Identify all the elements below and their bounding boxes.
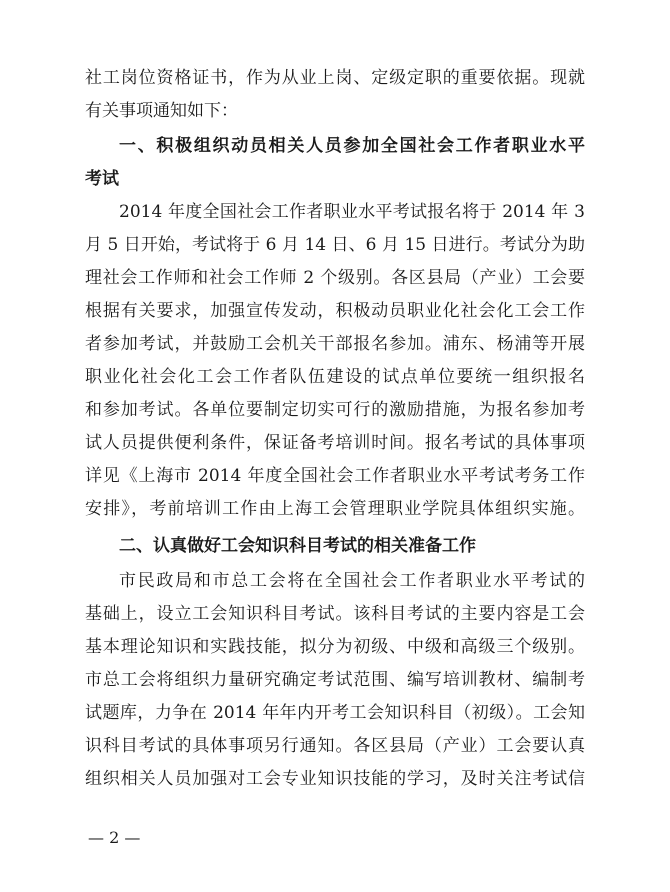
section-heading-2: 二、认真做好工会知识科目考试的相关准备工作 [119,536,476,556]
body-text-line: 根据有关要求，加强宣传发动，积极动员职业化社会化工会工作 [85,301,585,321]
body-text-line: 试人员提供便利条件，保证备考培训时间。报名考试的具体事项 [85,433,585,453]
section-heading-1-continued: 考试 [85,169,119,189]
body-text-line: 者参加考试，并鼓励工会机关干部报名参加。浦东、杨浦等开展 [85,334,585,354]
body-text-line: 组织相关人员加强对工会专业知识技能的学习，及时关注考试信 [85,769,585,789]
body-text-line: 职业化社会化工会工作者队伍建设的试点单位要统一组织报名 [85,367,585,387]
body-text-line: 市民政局和市总工会将在全国社会工作者职业水平考试的 [119,571,585,591]
body-text-line: 和参加考试。各单位要制定切实可行的激励措施，为报名参加考 [85,400,585,420]
body-text-line: 识科目考试的具体事项另行通知。各区县局（产业）工会要认真 [85,736,585,756]
body-text-line: 详见《上海市 2014 年度全国社会工作者职业水平考试考务工作 [85,466,585,486]
body-text-line: 社工岗位资格证书，作为从业上岗、定级定职的重要依据。现就 [85,68,585,88]
body-text-line: 安排》，考前培训工作由上海工会管理职业学院具体组织实施。 [85,499,585,519]
body-text-line: 月 5 日开始，考试将于 6 月 14 日、6 月 15 日进行。考试分为助 [85,235,585,255]
body-text-line: 2014 年度全国社会工作者职业水平考试报名将于 2014 年 3 [119,202,585,222]
page-number: — 2 — [88,828,141,847]
body-text-line: 基础上，设立工会知识科目考试。该科目考试的主要内容是工会 [85,604,585,624]
body-text-line: 市总工会将组织力量研究确定考试范围、编写培训教材、编制考 [85,670,585,690]
section-heading-1: 一、积极组织动员相关人员参加全国社会工作者职业水平 [119,136,585,156]
body-text-line: 理社会工作师和社会工作师 2 个级别。各区县局（产业）工会要 [85,268,585,288]
body-text-line: 基本理论知识和实践技能，拟分为初级、中级和高级三个级别。 [85,637,585,657]
body-text-line: 试题库，力争在 2014 年年内开考工会知识科目（初级）。工会知 [85,703,585,723]
body-text-line: 有关事项通知如下： [85,101,238,121]
